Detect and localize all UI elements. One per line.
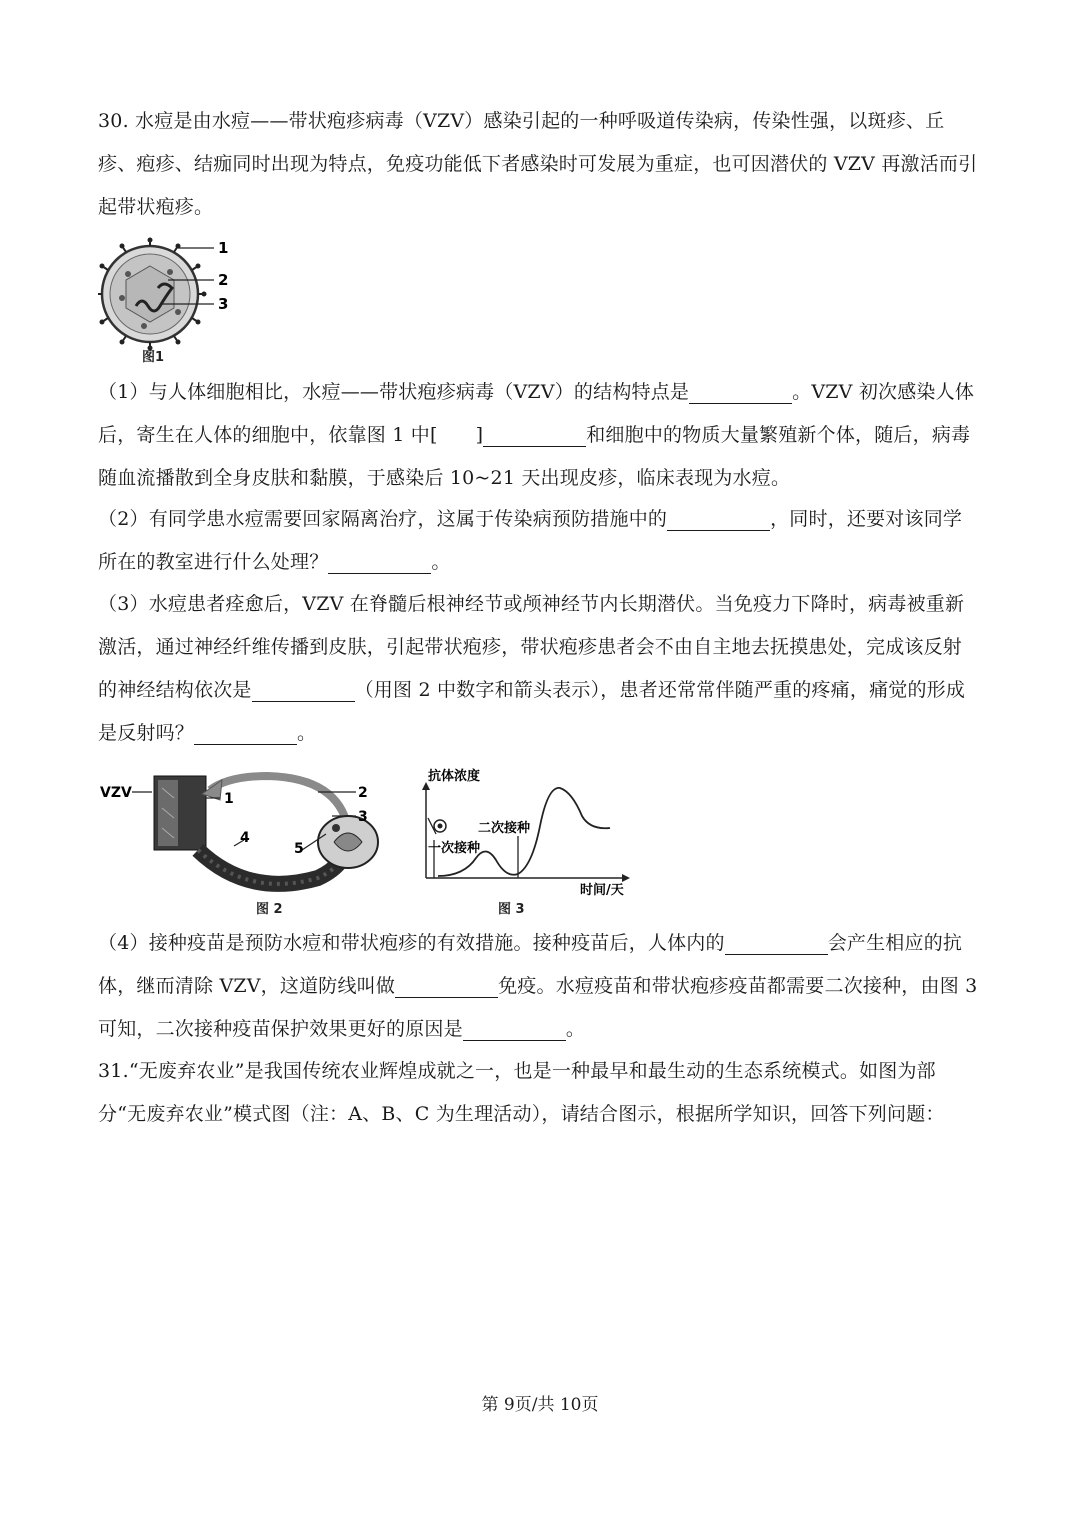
q30-part2-text-a: （2）有同学患水痘需要回家隔离治疗，这属于传染病预防措施中的 bbox=[98, 508, 668, 530]
q30-intro: 30. 水痘是由水痘——带状疱疹病毒（VZV）感染引起的一种呼吸道传染病，传染性强，以斑疹、丘疹、疱疹、结痂同时出现为特点，免疫功能低下者感染时可发展为重症，也可因潜伏的 VZV 再激活而引起带状疱疹。 bbox=[98, 110, 978, 218]
q30-part2-text-c: 。 bbox=[431, 551, 451, 573]
fig1-label-2: 2 bbox=[218, 271, 229, 289]
q31-text: 31.“无废弃农业”是我国传统农业辉煌成就之一，也是一种最早和最生动的生态系统模式。如图为部分“无废弃农业”模式图（注：A、B、C 为生理活动），请结合图示，根据所学知识，回答下列问题： bbox=[98, 1060, 945, 1125]
answer-blank-measure[interactable] bbox=[667, 504, 770, 531]
fig3-caption: 图 3 bbox=[498, 902, 525, 917]
q30-part4-text-b: 会产生相应的抗体，继而清除 VZV，这道防线叫做 bbox=[98, 932, 963, 997]
virus-diagram bbox=[98, 236, 238, 366]
fig2-label-2: 2 bbox=[358, 785, 368, 801]
antibody-curve-diagram bbox=[414, 766, 644, 898]
q30-part3-text-a: （3）水痘患者痊愈后，VZV 在脊髓后根神经节或颅神经节内长期潜伏。当免疫力下降时，病毒被重新激活，通过神经纤维传播到皮肤，引起带状疱疹，带状疱疹患者会不由自主地去抚摸患处，完成该反射的神经结构依次是 bbox=[98, 593, 965, 701]
page-footer: 第 9页/共 10页 bbox=[481, 1395, 599, 1415]
fig2-vzv-label: VZV bbox=[100, 785, 132, 801]
fig3-xlabel: 时间/天 bbox=[580, 883, 624, 898]
fig1-label-3: 3 bbox=[218, 295, 229, 313]
q30-part2 bbox=[98, 498, 978, 584]
q30-part3 bbox=[98, 583, 978, 755]
reflex-arc-diagram bbox=[98, 768, 388, 898]
q30-part2-text-b: ，同时，还要对该同学所在的教室进行什么处理？ bbox=[98, 508, 963, 573]
fig3-second-dose: 二次接种 bbox=[478, 821, 531, 836]
answer-blank-number[interactable] bbox=[438, 421, 476, 447]
q30-part3-text-b: （用图 2 中数字和箭头表示），患者还常常伴随严重的疼痛，痛觉的形成是反射吗？ bbox=[98, 679, 966, 744]
q30-part4-text-c: 免疫。水痘疫苗和带状疱疹疫苗都需要二次接种，由图 3 可知，二次接种疫苗保护效果更好的原因是 bbox=[98, 975, 978, 1040]
q30-part1-text-b: 。VZV 初次感染人体后，寄生在人体的细胞中，依靠图 1 中[ bbox=[98, 381, 975, 446]
q30-part4-text-d: 。 bbox=[565, 1018, 586, 1040]
q30-part1-text-c: ] bbox=[475, 424, 484, 446]
q30-part1 bbox=[98, 371, 978, 500]
q30-part4 bbox=[98, 922, 978, 1051]
answer-blank-reason[interactable] bbox=[463, 1014, 566, 1041]
fig2-label-1: 1 bbox=[224, 791, 234, 807]
answer-blank-immunity-type[interactable] bbox=[395, 971, 498, 998]
answer-blank-structure[interactable] bbox=[689, 377, 792, 404]
figure-1-virus bbox=[98, 236, 238, 366]
q30-part1-text-d: 和细胞中的物质大量繁殖新个体，随后，病毒随血流播散到全身皮肤和黏膜，于感染后 10~21 天出现皮疹，临床表现为水痘。 bbox=[98, 424, 971, 489]
fig2-caption: 图 2 bbox=[256, 902, 283, 917]
q30-part4-text-a: （4）接种疫苗是预防水痘和带状疱疹的有效措施。接种疫苗后，人体内的 bbox=[98, 932, 725, 954]
q30-part1-text-a: （1）与人体细胞相比，水痘——带状疱疹病毒（VZV）的结构特点是 bbox=[98, 381, 690, 403]
q30-part3-text-c: 。 bbox=[297, 722, 317, 744]
figure-3-antibody-curve bbox=[414, 766, 644, 918]
figure-2-reflex-arc bbox=[98, 768, 388, 918]
fig3-first-dose: 一次接种 bbox=[428, 841, 481, 856]
answer-blank-part-name[interactable] bbox=[483, 420, 586, 447]
answer-blank-classroom[interactable] bbox=[328, 547, 431, 574]
answer-blank-cells[interactable] bbox=[725, 928, 828, 955]
fig3-ylabel: 抗体浓度 bbox=[428, 769, 481, 784]
fig2-label-5: 5 bbox=[294, 841, 304, 857]
answer-blank-reflex-arc[interactable] bbox=[252, 675, 355, 702]
fig2-label-4: 4 bbox=[240, 830, 250, 846]
answer-blank-pain-reflex[interactable] bbox=[194, 718, 297, 745]
fig1-caption: 图1 bbox=[142, 350, 165, 365]
fig2-label-3: 3 bbox=[358, 809, 368, 825]
fig1-label-1: 1 bbox=[218, 239, 229, 257]
